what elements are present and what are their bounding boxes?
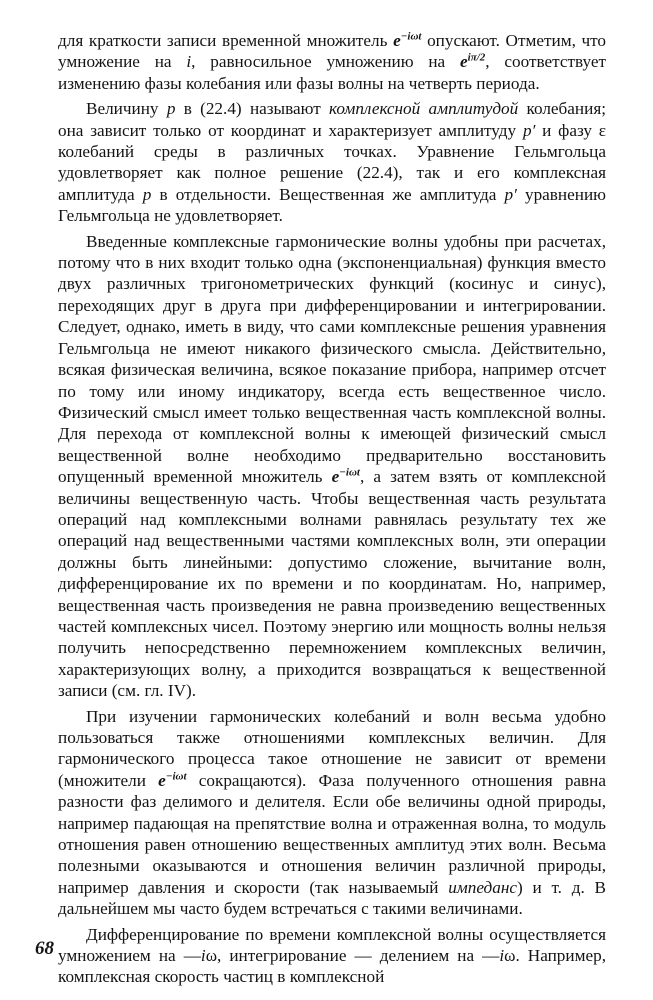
text-run: в (22.4) называют <box>175 99 330 119</box>
text-run: , а затем взять от комплексной величины вещественную часть. Чтобы вещественная часть результата операций над комплексными волнами равнялась результату тех же операций над вещественными частями комплексных волн, эти операции должны быть линейными: допустимо сложение, вычитание волн, дифференцирование их по времени и по координатам. Но, например, вещественная часть произведения не равна произведению вещественных частей комплексных чисел. Поэтому энергию или мощность волны нельзя получить непосредственно перемножением комплексных величин, характеризующих волну, а приходится возвращаться к вещественной записи (см. гл. IV). <box>58 467 606 701</box>
math-base: e <box>393 31 401 50</box>
text-run: для краткости записи временной множитель <box>58 31 394 50</box>
math-expression <box>393 31 421 50</box>
paragraph-1 <box>58 30 606 94</box>
italic-term: i <box>200 946 206 966</box>
math-base: e <box>158 770 166 790</box>
italic-term: p′ <box>504 184 517 204</box>
italic-term: p <box>142 184 152 204</box>
text-run: в отдельности. Вещественная же амплитуда <box>151 184 505 204</box>
paragraph-2 <box>58 98 606 226</box>
math-expression <box>158 771 186 790</box>
text-run: При изучении гармонических колебаний и волн весьма удобно пользоваться также отношениями комплексных величин. Для гармонического процесса такое отношение не зависит от времени (множители <box>58 706 606 790</box>
text-run: , соответствует изменению фазы колебания или фазы волны на четверть периода. <box>58 52 606 93</box>
italic-term: i <box>186 52 192 72</box>
page-body <box>58 30 606 992</box>
text-run: сокращаются). Фаза полученного отношения равна разности фаз делимого и делителя. Если обе величины одной природы, например падающая на препятствие волна и отраженная волна, то модуль отношения равен отношению вещественных амплитуд этих волн. Весьма полезными оказываются и отношения величин различной природы, например давления и скорости (так называемый <box>58 770 607 897</box>
math-base: e <box>331 467 340 487</box>
italic-term: p <box>166 99 176 119</box>
math-exponent: iπ/2 <box>467 51 486 64</box>
text-run: Дифференцирование по времени комплексной волны осуществляется умножением на — <box>58 924 606 966</box>
paragraph-4 <box>58 706 606 920</box>
italic-term: импеданс <box>448 877 518 897</box>
italic-term: i <box>499 946 505 966</box>
text-run: Величину <box>86 99 167 119</box>
math-expression <box>332 467 360 486</box>
math-exponent: −iωt <box>400 30 422 43</box>
text-run: ) и т. д. В дальнейшем мы часто будем встречаться с такими величинами. <box>58 877 606 919</box>
text-run: Введенные комплексные гармонические волны удобны при расчетах, потому что в них входит только одна (экспоненциальная) функция вместо двух различных тригонометрических функций (косинус и синус), переходящих друг в друга при дифференцировании и интегрировании. Следует, однако, иметь в виду, что сами комплексные решения уравнения Гельмгольца не имеют никакого физического смысла. Действительно, всякая физическая величина, всякое показание прибора, например отсчет по тому или иному индикатору, всегда есть вещественное число. Физический смысл имеет только вещественная часть комплексной волны. Для перехода от комплексной волны к имеющей физический смысл вещественной волне необходимо предварительно восстановить опущенный временной множитель <box>58 231 606 487</box>
page-number: 68 <box>35 938 54 959</box>
italic-term: комплексной амплитудой <box>329 99 519 119</box>
math-base: e <box>460 52 468 72</box>
text-run: ω. Например, комплексная скорость частиц в комплексной <box>58 946 606 987</box>
math-expression <box>460 52 485 71</box>
text-run: уравнению Гельмгольца не удовлетворяет. <box>58 184 606 226</box>
text-run: , равносильное умножению на <box>191 52 460 72</box>
paragraph-5 <box>58 924 606 988</box>
text-run: и фазу ε колебаний среды в различных точках. Уравнение Гельмгольца удовлетворяет как полное решение (22.4), так и его комплексная амплитуда <box>58 120 607 204</box>
paragraph-3 <box>58 231 606 702</box>
text-run: колебания; она зависит только от координат и характеризует амплитуду <box>58 99 606 140</box>
math-exponent: −iωt <box>165 770 187 783</box>
text-run: ω, интегрирование — делением на — <box>205 946 500 966</box>
text-run: опускают. Отметим, что умножение на <box>58 31 607 72</box>
italic-term: p′ <box>522 120 536 140</box>
math-exponent: −iωt <box>339 466 360 479</box>
